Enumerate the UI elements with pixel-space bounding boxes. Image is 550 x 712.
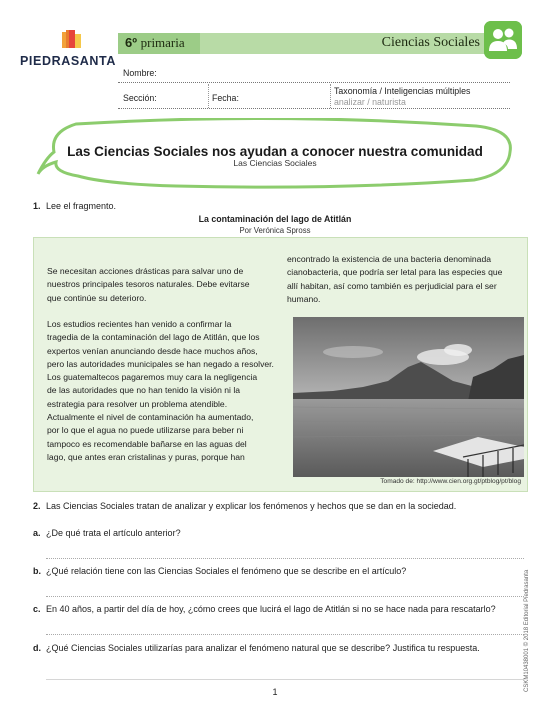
taxonomy-label: Taxonomía / Inteligencias múltiples [334,86,471,96]
text-line: encontrado la existencia de una bacteria denominada [287,254,492,264]
text-line: tampoco es recomendable bañarse en las aguas del [47,438,247,449]
answer-line[interactable] [46,596,524,597]
name-label: Nombre: [123,68,157,78]
taxonomy-values: analizar / naturista [334,97,406,107]
field-divider [208,84,210,108]
article-paragraph [287,253,502,306]
students-icon [484,21,522,59]
text-line: lago, que antes eran cristalinas y puras, porque han [47,451,245,462]
text-line: Actualmente el nivel de contaminación ha aumentado, [47,412,254,422]
subquestion-letter: c. [33,604,41,614]
text-line: allí habitan, así como también es perjudicial para el ser [287,280,497,291]
article-paragraph [47,411,253,464]
piedrasanta-logo-mark [61,28,83,50]
field-divider [330,84,332,108]
section-label: Sección: [123,93,157,103]
worksheet-title: Las Ciencias Sociales nos ayudan a conocer nuestra comunidad [67,144,483,159]
text-line: cianobacteria, que podría ser letal para las especies que [287,267,503,278]
date-label: Fecha: [212,93,239,103]
question-number: 1. [33,201,41,211]
subquestion-letter: a. [33,528,41,538]
worksheet-subtitle: Las Ciencias Sociales [233,158,317,168]
article-paragraph [47,318,274,411]
text-line: expertos venían anunciando desde hace muchos años, [47,345,258,356]
text-line: nuestros principales tesoros naturales. Debe evitarse [47,279,250,290]
question-text: Lee el fragmento. [46,201,117,211]
text-line: Los guatemaltecos pagaremos muy cara la negligencia [47,372,258,383]
text-line: tragedia de la contaminación del lago de Atitlán, que los [47,332,260,343]
photo-caption: Tomado de: http://www.cien.org.gt/ptblog/pt/blog [380,478,521,485]
answer-line[interactable] [46,558,524,559]
subquestion-text: ¿Qué Ciencias Sociales utilizarías para analizar el fenómeno natural que se describe? Justifica tu respuesta. [46,643,480,653]
footer-rule [46,679,524,680]
page-number: 1 [272,687,278,697]
text-line: humano. [287,293,321,304]
article-title: La contaminación del lago de Atitlán [198,214,352,224]
question-text: Las Ciencias Sociales tratan de analizar y explicar los fenómenos y hechos que se dan en la sociedad. [46,501,457,511]
text-line: por lo que el agua no puede utilizarse para beber ni [47,425,244,436]
text-line: estrategia para resolver un problema atendible. [47,398,228,409]
subject-title: Ciencias Sociales [381,35,480,50]
answer-line[interactable] [46,634,524,635]
article-author: Por Verónica Spross [239,226,311,235]
name-field-line[interactable] [118,82,510,83]
text-line: que continúe su deterioro. [47,292,147,303]
article-paragraph [47,265,250,305]
grade-label [125,35,185,51]
fields-bottom-line [118,108,510,109]
copyright-note: CSKM10438001 © 2018 Editorial Piedrasanta [524,569,530,692]
grade-number: 6º [125,35,137,50]
lake-atitlan-photo [293,317,524,477]
text-line: Se necesitan acciones drásticas para salvar uno de [47,266,244,276]
subquestion-text: ¿De qué trata el artículo anterior? [46,528,181,538]
subquestion-letter: d. [33,643,41,653]
subquestion-text: ¿Qué relación tiene con las Ciencias Sociales el fenómeno que se describe en el artículo? [46,566,407,576]
subquestion-text: En 40 años, a partir del día de hoy, ¿cómo crees que lucirá el lago de Atitlán si no se hace nada para rescatarlo? [46,604,496,614]
question-number: 2. [33,501,41,511]
subquestion-letter: b. [33,566,41,576]
grade-word: primaria [140,35,185,50]
text-line: pero las autoridades municipales se han negado a resolver. [47,358,274,369]
text-line: de las autoridades que no han tenido la visión ni la [47,385,241,396]
brand-name: PIEDRASANTA [20,54,116,68]
text-line: Los estudios recientes han venido a confirmar la [47,319,232,329]
